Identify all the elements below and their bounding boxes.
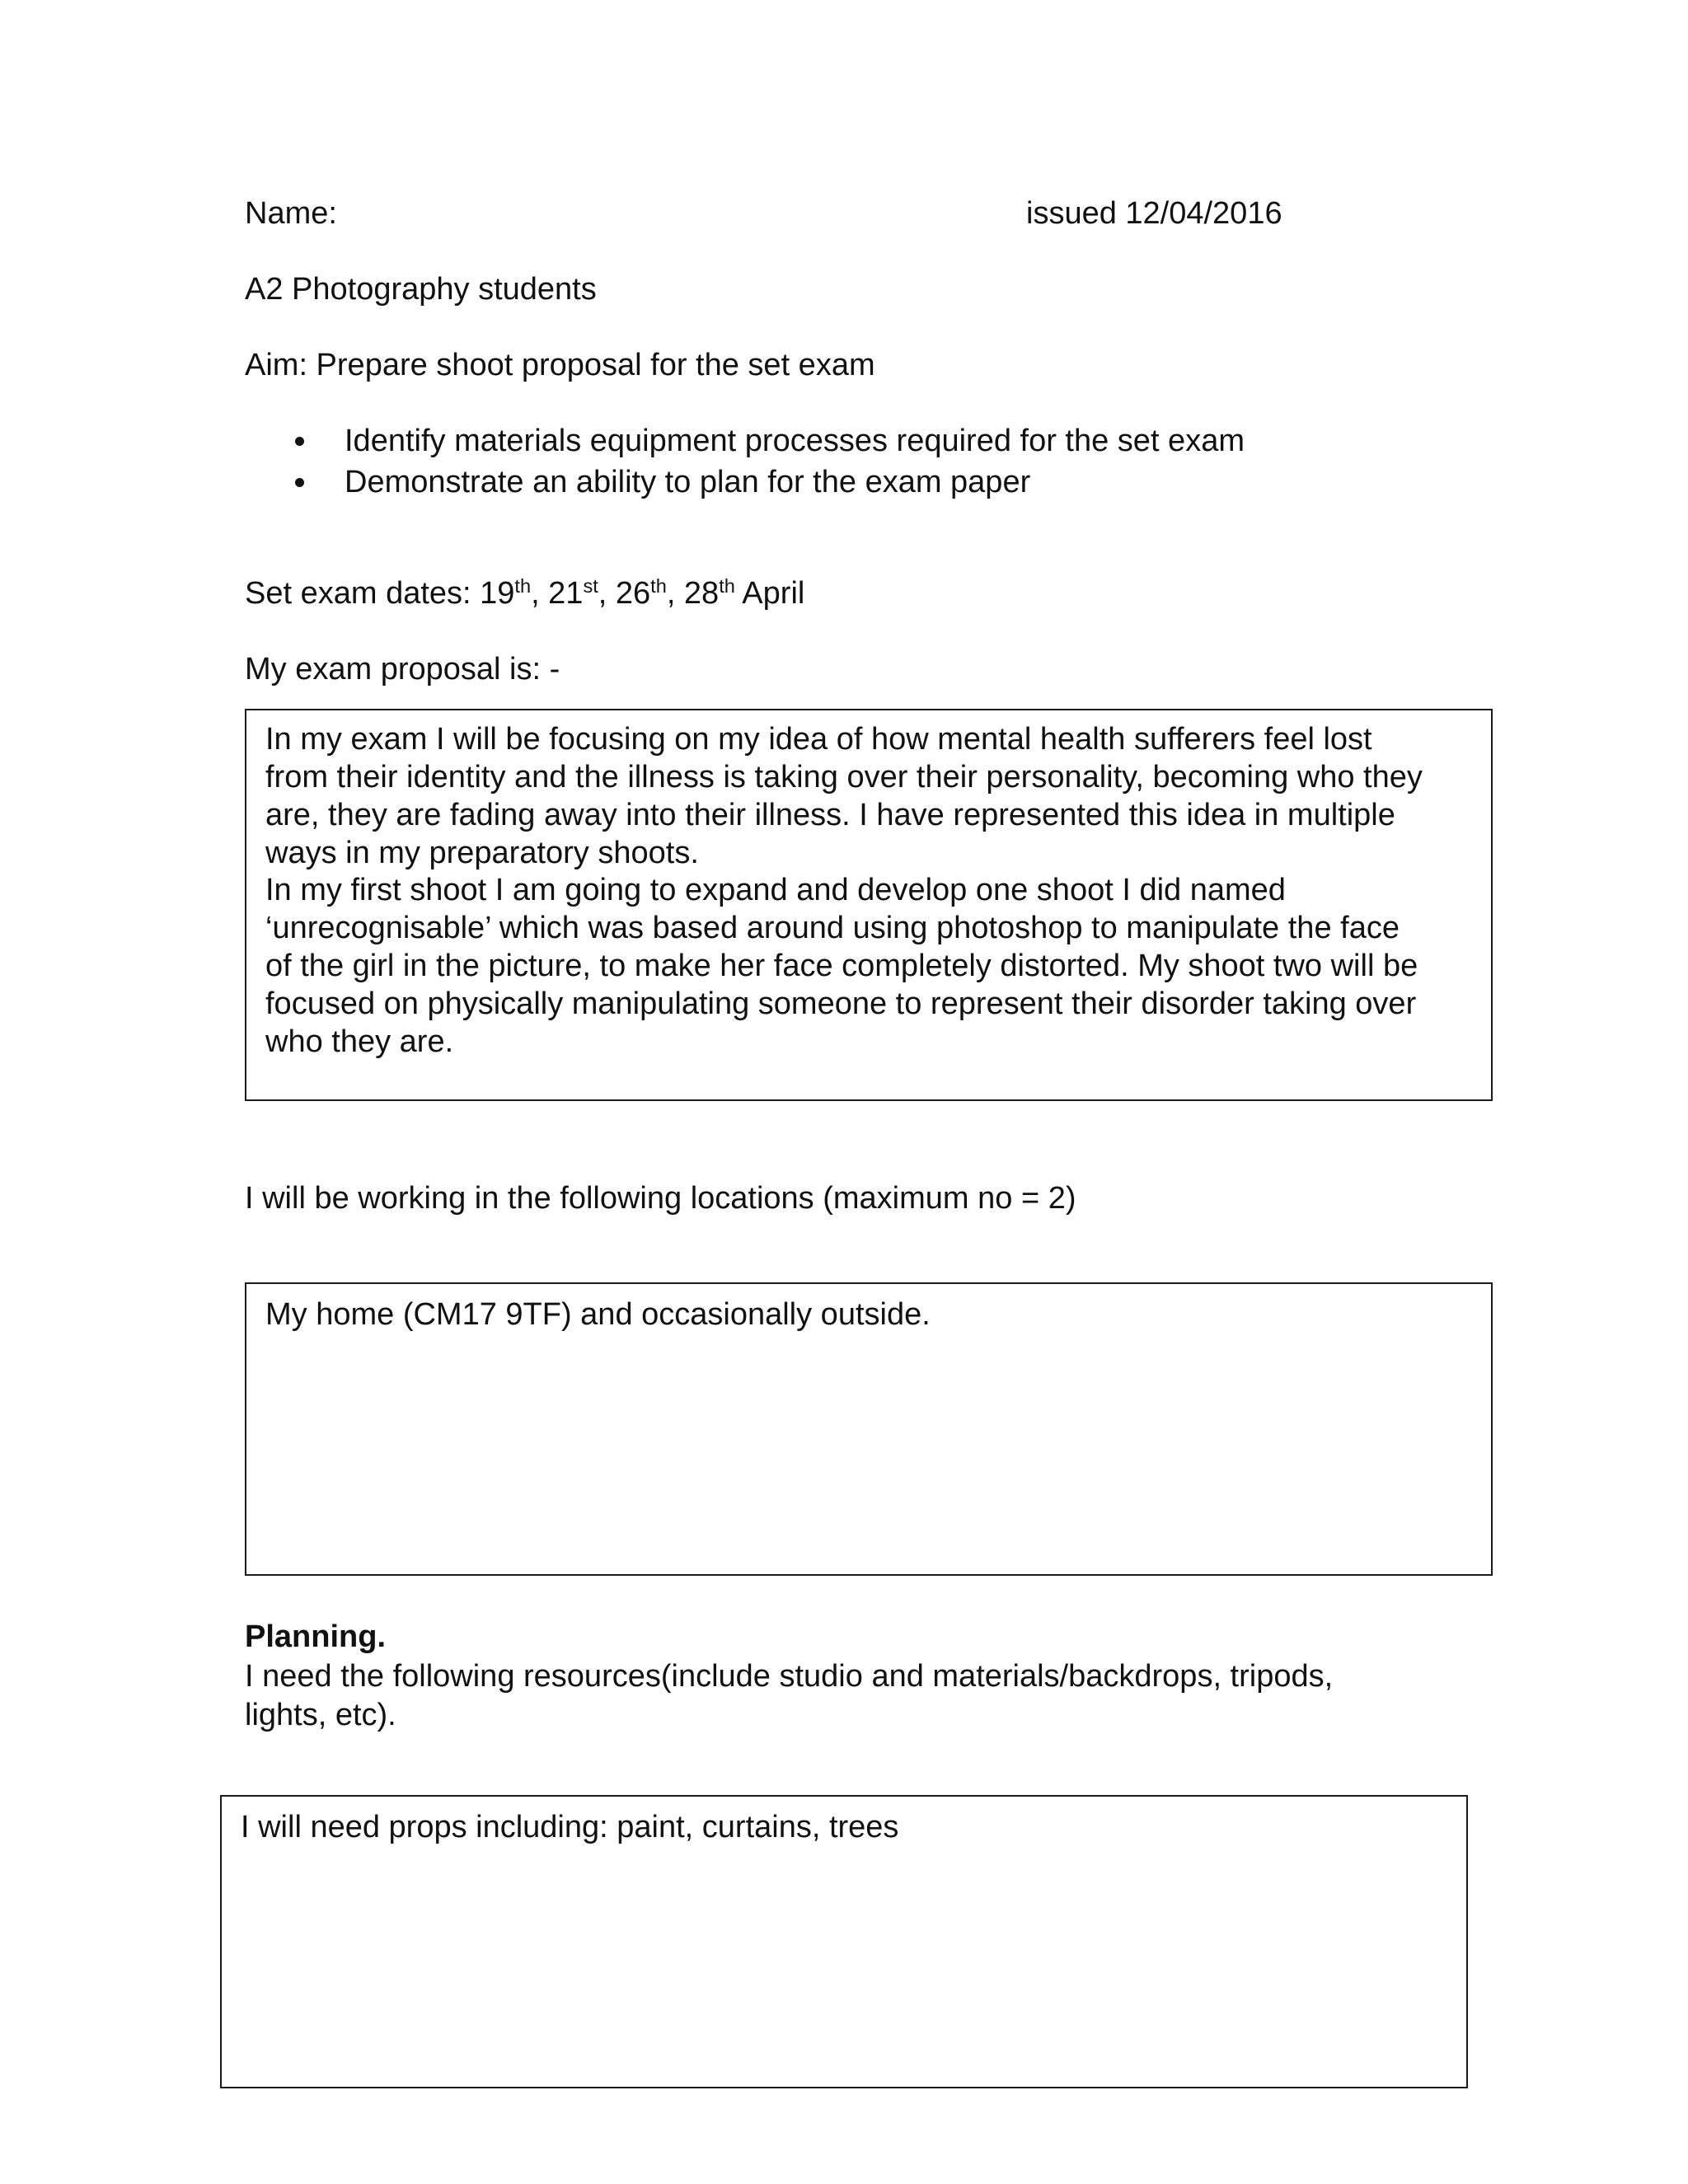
bullet-icon — [295, 478, 304, 487]
locations-answer: My home (CM17 9TF) and occasionally outside. — [265, 1297, 931, 1332]
proposal-line: In my first shoot I am going to expand and develop one shoot I did named — [265, 873, 1286, 907]
planning-instruction: I need the following resources(include studio and materials/backdrops, tripods, — [245, 1659, 1334, 1694]
issued-date: issued 12/04/2016 — [1026, 196, 1282, 231]
objective-item: Demonstrate an ability to plan for the exam paper — [295, 462, 1245, 503]
proposal-line: who they are. — [265, 1024, 454, 1059]
aim-text: Aim: Prepare shoot proposal for the set exam — [245, 348, 875, 382]
bullet-icon — [295, 437, 304, 446]
planning-heading: Planning. — [245, 1619, 386, 1654]
proposal-line: ways in my preparatory shoots. — [265, 836, 699, 870]
objectives-list — [295, 420, 1245, 503]
planning-instruction: lights, etc). — [245, 1698, 396, 1732]
proposal-line: from their identity and the illness is taking over their personality, becoming who they — [265, 760, 1423, 794]
proposal-line: focused on physically manipulating someone to represent their disorder taking over — [265, 987, 1417, 1021]
proposal-line: of the girl in the picture, to make her face completely distorted. My shoot two will be — [265, 949, 1418, 983]
proposal-label: My exam proposal is: - — [245, 652, 560, 687]
name-label: Name: — [245, 196, 337, 231]
locations-label: I will be working in the following locations (maximum no = 2) — [245, 1181, 1076, 1216]
proposal-line: ‘unrecognisable’ which was based around using photoshop to manipulate the face — [265, 911, 1400, 945]
proposal-line: In my exam I will be focusing on my idea of how mental health sufferers feel lost — [265, 722, 1372, 757]
resources-answer: I will need props including: paint, curtains, trees — [241, 1810, 899, 1844]
proposal-line: are, they are fading away into their illness. I have represented this idea in multiple — [265, 798, 1395, 832]
audience-text: A2 Photography students — [245, 272, 597, 307]
objective-item: Identify materials equipment processes required for the set exam — [295, 420, 1245, 462]
exam-dates: Set exam dates: 19th, 21st, 26th, 28th April — [245, 575, 805, 611]
